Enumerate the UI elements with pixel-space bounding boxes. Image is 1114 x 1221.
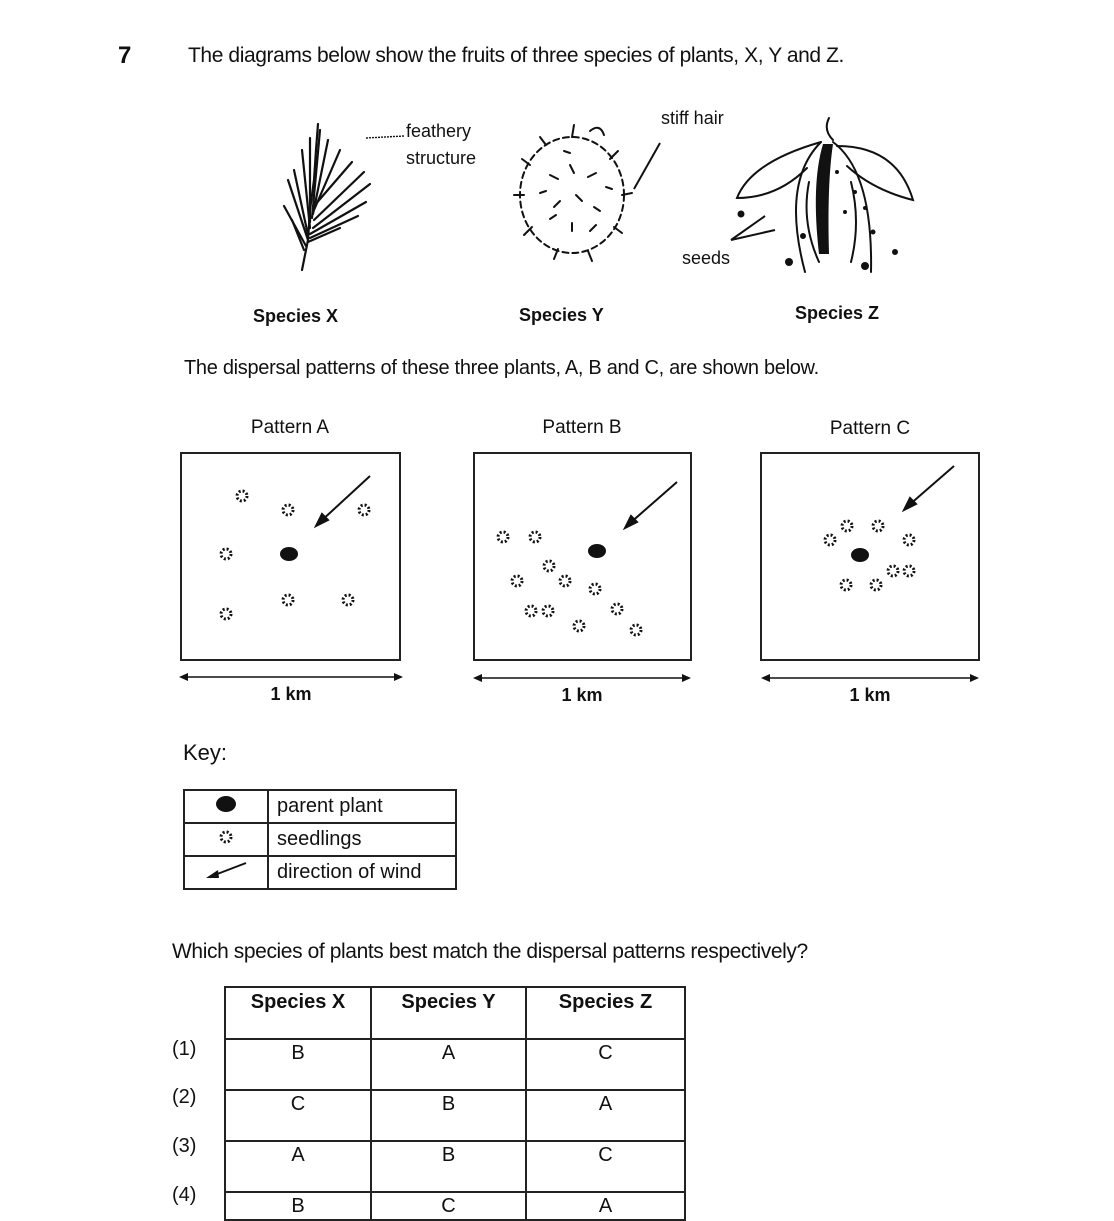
wind-arrow bbox=[904, 466, 954, 510]
pattern-c-title: Pattern C bbox=[829, 418, 911, 439]
seedling bbox=[237, 491, 247, 501]
table-row bbox=[225, 1090, 685, 1141]
feathery-structure-label-2: structure bbox=[406, 148, 477, 168]
seedling bbox=[631, 625, 641, 635]
seedling bbox=[498, 532, 508, 542]
seedling bbox=[904, 535, 914, 545]
table-cell: B bbox=[371, 1141, 526, 1192]
column-header: Species Y bbox=[371, 987, 526, 1039]
wind-arrow-icon bbox=[202, 859, 250, 881]
parent-plant-symbol bbox=[184, 790, 268, 823]
seedling bbox=[359, 505, 369, 515]
key-label: parent plant bbox=[268, 790, 456, 823]
seedling-symbol bbox=[184, 823, 268, 856]
option-label: (1) bbox=[172, 1038, 197, 1060]
table-cell: B bbox=[371, 1090, 526, 1141]
question-number: 7 bbox=[118, 42, 132, 69]
seedling bbox=[221, 549, 231, 559]
table-row bbox=[225, 1039, 685, 1090]
option-label: (2) bbox=[172, 1086, 197, 1108]
wind-arrow-symbol bbox=[184, 856, 268, 889]
pattern-a-scale: 1 km bbox=[270, 684, 312, 704]
option-label: (4) bbox=[172, 1184, 197, 1206]
seedling bbox=[544, 561, 554, 571]
pattern-b-scale: 1 km bbox=[561, 685, 603, 705]
pattern-a-scale-bar bbox=[179, 671, 403, 683]
seedling bbox=[873, 521, 883, 531]
table-cell: A bbox=[526, 1090, 685, 1141]
dispersal-sentence: The dispersal patterns of these three plants, A, B and C, are shown below. bbox=[184, 357, 819, 379]
seedling-icon bbox=[216, 827, 236, 847]
pattern-a-title: Pattern A bbox=[250, 417, 330, 438]
table-cell: B bbox=[225, 1039, 371, 1090]
key-table bbox=[183, 789, 457, 890]
pattern-b-diagram bbox=[475, 454, 694, 663]
seedling bbox=[590, 584, 600, 594]
stiff-hair-label: stiff hair bbox=[661, 108, 724, 128]
parent-plant bbox=[280, 547, 298, 561]
feathery-structure-label: feathery bbox=[406, 121, 472, 141]
pattern-c-diagram bbox=[762, 454, 982, 663]
seedling bbox=[825, 535, 835, 545]
species-x-caption: Species X bbox=[253, 306, 339, 326]
species-y-caption: Species Y bbox=[519, 305, 604, 325]
pattern-c-box bbox=[760, 452, 980, 661]
seedling bbox=[871, 580, 881, 590]
table-cell: A bbox=[526, 1192, 685, 1220]
seedling bbox=[560, 576, 570, 586]
wind-arrow bbox=[625, 482, 677, 528]
table-cell: B bbox=[225, 1192, 371, 1220]
table-cell: C bbox=[526, 1039, 685, 1090]
pattern-c-scale-bar bbox=[761, 672, 979, 684]
pattern-a-diagram bbox=[182, 454, 403, 663]
wind-arrow bbox=[316, 476, 370, 526]
seedling bbox=[904, 566, 914, 576]
answer-table-header bbox=[225, 987, 685, 1039]
pattern-b-title: Pattern B bbox=[542, 417, 622, 438]
seedling bbox=[530, 532, 540, 542]
species-x-fruit-illustration bbox=[280, 110, 400, 280]
seedling bbox=[283, 595, 293, 605]
seedling bbox=[343, 595, 353, 605]
column-header: Species X bbox=[225, 987, 371, 1039]
species-z-fruit-illustration bbox=[725, 112, 925, 282]
seedling bbox=[574, 621, 584, 631]
seedling bbox=[888, 566, 898, 576]
parent-plant bbox=[851, 548, 869, 562]
table-cell: A bbox=[371, 1039, 526, 1090]
column-header: Species Z bbox=[526, 987, 685, 1039]
parent-plant bbox=[588, 544, 606, 558]
species-z-caption: Species Z bbox=[795, 303, 880, 323]
pattern-b-box bbox=[473, 452, 692, 661]
parent-plant-icon bbox=[214, 795, 238, 813]
key-label: seedlings bbox=[268, 823, 456, 856]
seedling bbox=[841, 580, 851, 590]
key-row bbox=[184, 790, 456, 823]
table-row bbox=[225, 1141, 685, 1192]
table-row bbox=[225, 1192, 685, 1220]
pattern-b-scale-bar bbox=[473, 672, 691, 684]
seeds-label: seeds bbox=[682, 248, 731, 268]
pattern-c-scale: 1 km bbox=[849, 685, 891, 705]
seedling bbox=[612, 604, 622, 614]
species-y-fruit-illustration bbox=[510, 115, 660, 275]
table-cell: C bbox=[526, 1141, 685, 1192]
table-cell: C bbox=[371, 1192, 526, 1220]
which-question: Which species of plants best match the dispersal patterns respectively? bbox=[172, 940, 808, 963]
table-cell: C bbox=[225, 1090, 371, 1141]
key-row bbox=[184, 823, 456, 856]
question-text: The diagrams below show the fruits of three species of plants, X, Y and Z. bbox=[188, 44, 844, 67]
seedling bbox=[512, 576, 522, 586]
pattern-a-box bbox=[180, 452, 401, 661]
key-title: Key: bbox=[183, 740, 228, 765]
seedling bbox=[842, 521, 852, 531]
seedling bbox=[221, 609, 231, 619]
seedling bbox=[283, 505, 293, 515]
key-label: direction of wind bbox=[268, 856, 456, 889]
seedling bbox=[543, 606, 553, 616]
option-label: (3) bbox=[172, 1135, 197, 1157]
seedling bbox=[526, 606, 536, 616]
table-cell: A bbox=[225, 1141, 371, 1192]
answer-table bbox=[224, 986, 686, 1221]
key-row bbox=[184, 856, 456, 889]
